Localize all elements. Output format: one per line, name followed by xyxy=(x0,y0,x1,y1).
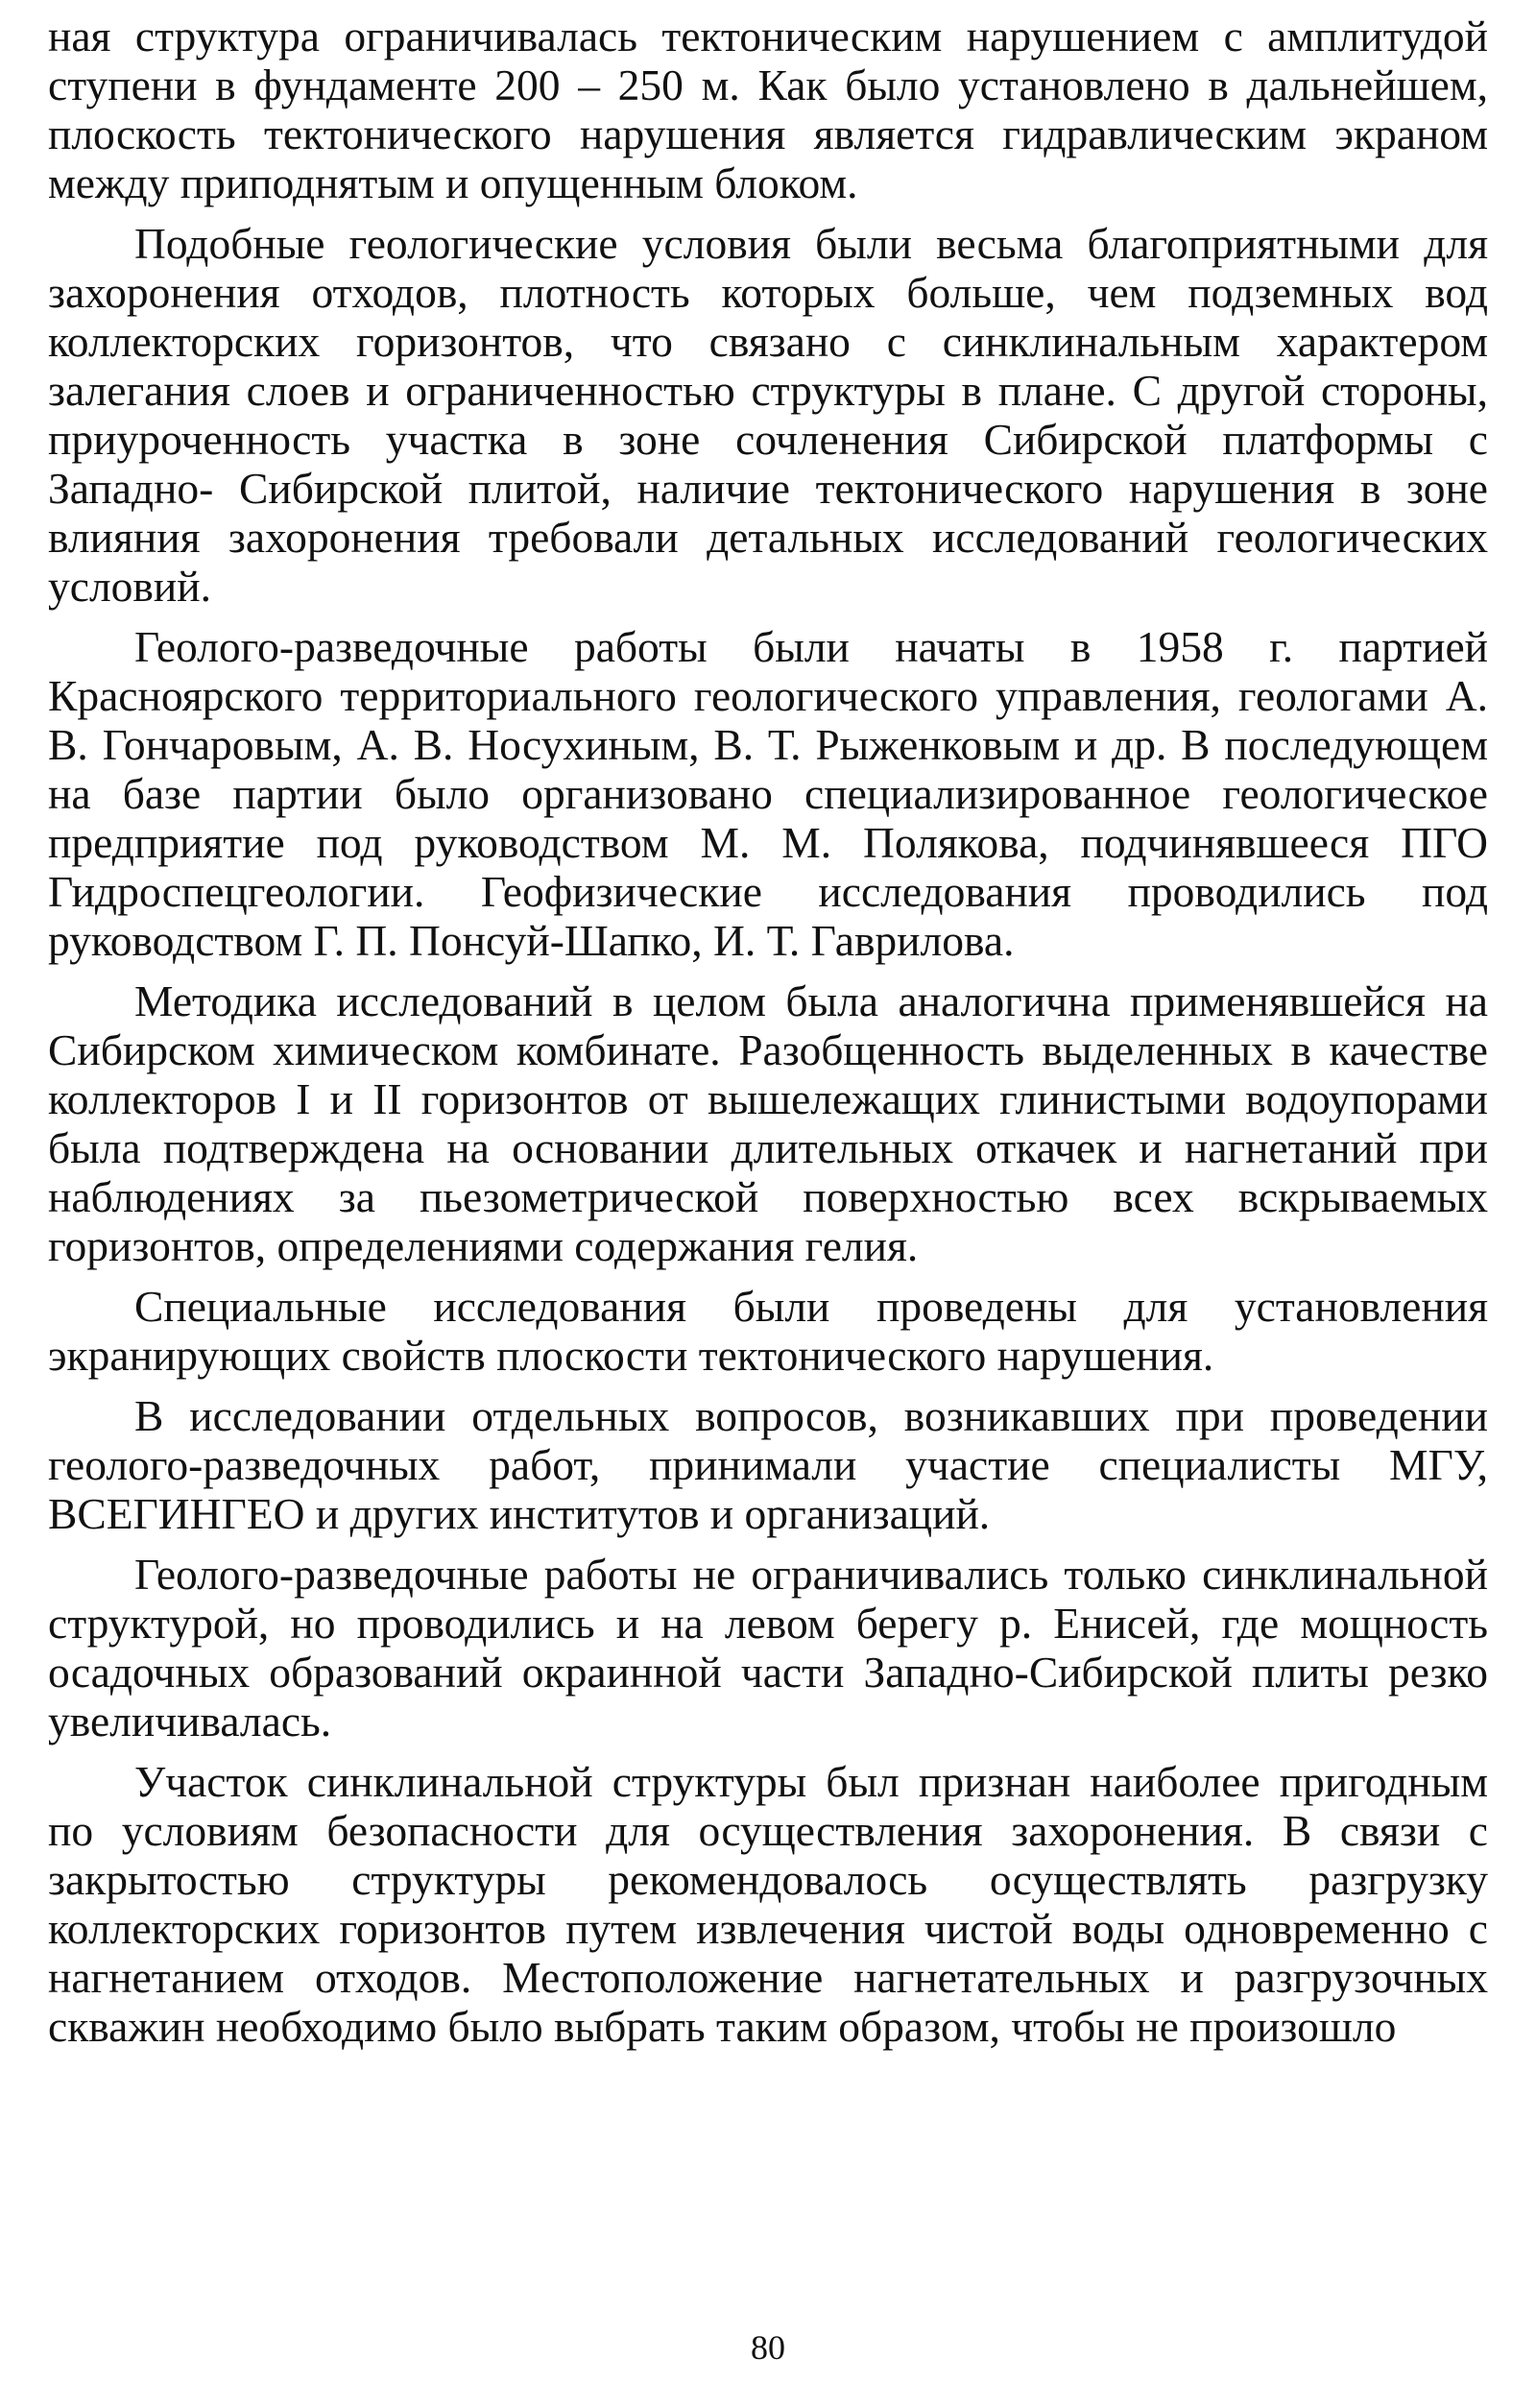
paragraph-1: ная структура ограничивалась тектоническим нарушением с амплитудой ступени в фундаменте 200 – 250 м. Как было установлено в дальнейшем, плоскость тектонического нарушения является гидравлическим экраном между приподнятым и опущенным блоком. xyxy=(48,12,1488,207)
paragraph-8: Участок синклинальной структуры был признан наиболее пригодным по условиям безопасности для осуществления захоронения. В связи с закрытостью структуры рекомендовалось осуществлять разгрузку коллекторских горизонтов путем извлечения чистой воды одновременно с нагнетанием отходов. Местоположение нагнетательных и разгрузочных скважин необходимо было выбрать таким образом, чтобы не произошло xyxy=(48,1757,1488,2051)
paragraph-7: Геолого-разведочные работы не ограничивались только синклинальной структурой, но проводились и на левом берегу р. Енисей, где мощность осадочных образований окраинной части Западно-Сибирской плиты резко увеличивалась. xyxy=(48,1550,1488,1746)
page-body xyxy=(48,12,1488,2062)
paragraph-3: Геолого-разведочные работы были начаты в 1958 г. партией Красноярского территориального геологического управления, геологами А. В. Гончаровым, А. В. Носухиным, В. Т. Рыженковым и др. В последующем на базе партии было организовано специализированное геологическое предприятие под руководством М. М. Полякова, подчинявшееся ПГО Гидроспецгеологии. Геофизические исследования проводились под руководством Г. П. Понсуй-Шапко, И. Т. Гаврилова. xyxy=(48,622,1488,965)
paragraph-2: Подобные геологические условия были весьма благоприятными для захоронения отходов, плотность которых больше, чем подземных вод коллекторских горизонтов, что связано с синклинальным характером залегания слоев и ограниченностью структуры в плане. С другой стороны, приуроченность участка в зоне сочленения Сибирской платформы с Западно- Сибирской плитой, наличие тектонического нарушения в зоне влияния захоронения требовали детальных исследований геологических условий. xyxy=(48,219,1488,611)
paragraph-6: В исследовании отдельных вопросов, возникавших при проведении геолого-разведочных работ, принимали участие специалисты МГУ, ВСЕГИНГЕО и других институтов и организаций. xyxy=(48,1391,1488,1538)
page-number: 80 xyxy=(751,2328,785,2367)
paragraph-4: Методика исследований в целом была аналогична применявшейся на Сибирском химическом комбинате. Разобщенность выделенных в качестве коллекторов I и II горизонтов от вышележащих глинистыми водоупорами была подтверждена на основании длительных откачек и нагнетаний при наблюдениях за пьезометрической поверхностью всех вскрываемых горизонтов, определениями содержания гелия. xyxy=(48,976,1488,1270)
paragraph-5: Специальные исследования были проведены для установления экранирующих свойств плоскости тектонического нарушения. xyxy=(48,1282,1488,1380)
